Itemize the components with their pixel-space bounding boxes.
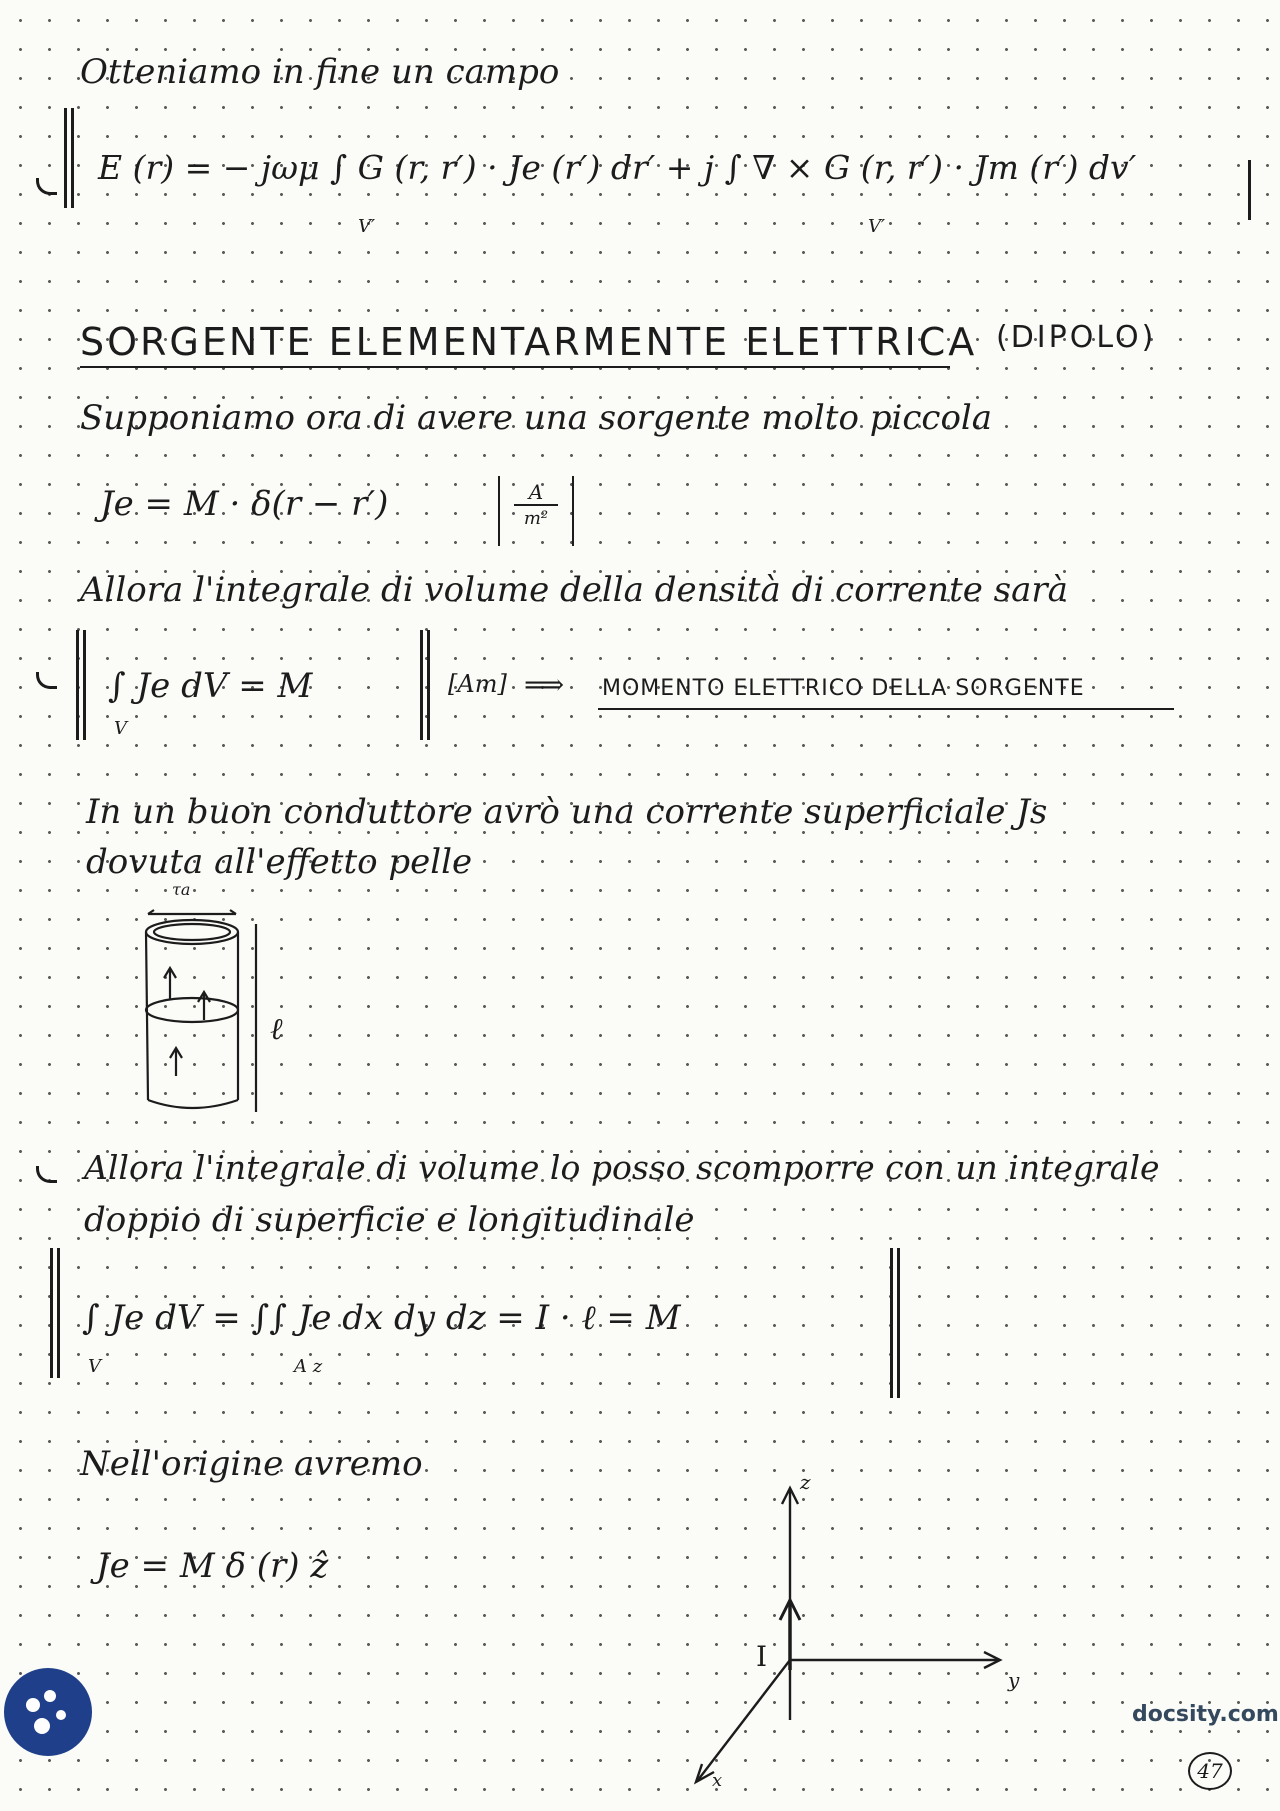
eq-box-bar [1248,160,1251,220]
cylinder-sketch [130,890,290,1120]
docsity-logo-icon[interactable] [4,1668,92,1756]
eq-box-bar [420,630,423,740]
unit-denominator: m² [523,508,549,529]
eq-box-bar [427,630,430,740]
docsity-watermark[interactable]: docsity.com [1132,1702,1279,1727]
check-mark [36,672,57,689]
eq-box-bar [50,1248,53,1378]
text-line-scomporre: Allora l'integrale di volume lo posso scomporre con un integrale [84,1148,1160,1187]
logo-dot [34,1718,50,1734]
text-line-effetto-pelle: dovuta all'effetto pelle [86,842,473,882]
equation-implies: ⟹ [524,668,565,701]
equation-field-e: E (r) = − jωμ ∫ G (r, r′) · Je (r′) dr′ + j ∫ ∇ × G (r, r′) · Jm (r′) dv′ [98,148,1137,187]
axis-label-current: I [756,1640,768,1673]
text-line-supponiamo: Supponiamo ora di avere una sorgente molto piccola [80,398,993,438]
section-heading-paren: (DIPOLO) [996,320,1157,355]
check-mark [36,178,57,195]
text-line-conduttore: In un buon conduttore avrò una corrente superficiale Js [86,792,1048,832]
text-line-allora: Allora l'integrale di volume della densità di corrente sarà [80,570,1068,610]
heading-underline [80,366,950,368]
cylinder-label-length: ℓ [270,1012,283,1047]
unit-fraction-bar [514,504,558,506]
axis-label-z: z [800,1470,811,1494]
axes-sketch [680,1480,1040,1800]
eq-box-bar [890,1248,893,1398]
check-mark [36,1166,57,1183]
eq-box-bar [71,108,74,208]
logo-dot [26,1698,40,1712]
equation-subscript: V′ [868,216,886,237]
equation-integral-je: ∫ Je dV = M [108,666,313,706]
text-line-doppio: doppio di superficie e longitudinale [84,1200,695,1240]
equation-je-origin: Je = M δ (r) ẑ [96,1546,329,1586]
section-heading: SORGENTE ELEMENTARMENTE ELETTRICA [80,320,978,364]
axis-label-x: x [712,1770,723,1791]
equation-subscript: V [114,718,127,739]
equation-je-delta: Je = M · δ(r − r′) [100,484,389,524]
unit-numerator: A [528,480,544,504]
unit-bracket [498,476,574,546]
text-line-otteniamo: Otteniamo in fine un campo [80,52,560,92]
cylinder-label-top: τa [172,880,191,899]
text-line-origine: Nell'origine avremo [80,1444,423,1484]
logo-dot [44,1690,56,1702]
eq-box-bar [76,630,79,740]
eq-box-bar [897,1248,900,1398]
logo-dot [56,1710,66,1720]
eq-box-bar [83,630,86,740]
momento-elettrico-label: MOMENTO ELETTRICO DELLA SORGENTE [602,676,1085,701]
equation-volume-integral: ∫ Je dV = ∫∫ Je dx dy dz = I · ℓ = M [82,1298,681,1338]
equation-unit-am: [Am] [448,670,507,698]
equation-subscript: V [88,1356,101,1377]
equation-subscript: V′ [358,216,376,237]
axis-label-y: y [1008,1668,1020,1692]
label-underline [598,708,1174,710]
equation-subscript: A z [294,1356,323,1377]
eq-box-bar [57,1248,60,1378]
eq-box-bar [64,108,67,208]
page-number: 47 [1188,1752,1232,1790]
